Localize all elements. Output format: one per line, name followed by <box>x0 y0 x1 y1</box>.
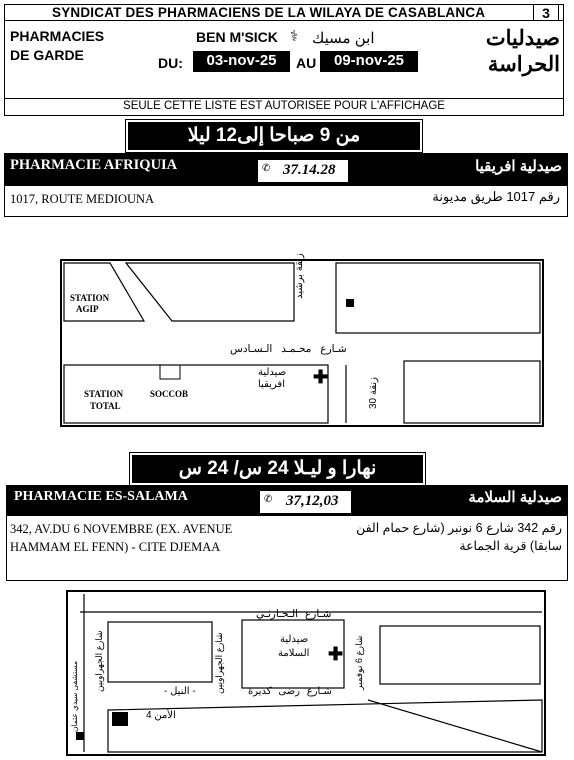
page-number: 3 <box>533 4 559 21</box>
amn4-label: الأمن 4 <box>146 710 176 721</box>
section2-pharmacy-name-ar: صيدلية السلامة <box>468 489 562 506</box>
section1-pharmacy-name-fr: PHARMACIE AFRIQUIA <box>10 157 178 173</box>
station-total-label-1: STATION <box>84 389 124 399</box>
hospital-label: مستشفى سيدي عثمان <box>70 660 79 732</box>
street-bourchid: زنقة برشيد <box>294 253 305 299</box>
title-underline <box>4 20 564 21</box>
left-title-line2: DE GARDE <box>10 47 84 63</box>
notice-text: SEULE CETTE LISTE EST AUTORISEE POUR L'AFFICHAGE <box>123 100 445 112</box>
from-date: 03-nov-25 <box>193 51 290 72</box>
section1-address-ar: رقم 1017 طريق مديونة <box>432 189 560 204</box>
street-6-nov: شارع 6 نوفمبر <box>354 635 364 690</box>
section2-address-ar-line1: رقم 342 شارع 6 نونبر (شارع حمام الفن <box>356 521 562 535</box>
station-total-label-2: TOTAL <box>90 401 121 411</box>
section2-map <box>66 590 546 756</box>
street-mohammed6: شـارع محـمـد الـسـادس <box>230 343 347 355</box>
syndicate-title: SYNDICAT DES PHARMACIENS DE LA WILAYA DE CASABLANCA <box>52 5 486 20</box>
street-rida: شـارع رضى كديرة <box>248 686 332 697</box>
section1-map <box>60 253 544 427</box>
to-label: AU <box>296 55 317 71</box>
station-agip-label-2: AGIP <box>76 304 99 314</box>
notice-divider <box>4 98 564 99</box>
soccob-label: SOCCOB <box>150 389 189 399</box>
street-harithi: شـارع الـحـارثـي <box>256 608 332 620</box>
section1-address-fr: 1017, ROUTE MEDIOUNA <box>10 192 155 206</box>
section2-hours-banner: نهارا و ليـلا 24 س/ 24 س <box>132 455 423 483</box>
pharmacy-cross-icon: ✚ <box>328 644 344 664</box>
section2-pharmacy-name-fr: PHARMACIE ES-SALAMA <box>14 489 188 504</box>
district-ar: ابن مسيك <box>312 30 375 47</box>
right-title-line2: الحراسة <box>487 53 560 76</box>
district-fr: BEN M'SICK <box>196 29 278 45</box>
caduceus-icon: ⚕ <box>290 28 299 45</box>
section2-map-pharmacy-label-2: السلامة <box>278 648 310 659</box>
from-label: DU: <box>158 55 183 71</box>
street-jahrawiyine-1: شارع الجهراويين <box>94 630 104 692</box>
section1-pharmacy-name-ar: صيدلية افريقيا <box>475 158 562 175</box>
section1-hours-banner: من 9 صباحا إلى12 ليلا <box>128 122 420 150</box>
section2-address-fr-line1: 342, AV.DU 6 NOVEMBRE (EX. AVENUE <box>10 522 233 536</box>
section2-address-fr-line2: HAMMAM EL FENN) - CITE DJEMAA <box>10 540 221 554</box>
station-agip-label-1: STATION <box>70 293 110 303</box>
section2-map-pharmacy-label-1: صيدلية <box>280 634 309 645</box>
section1-map-pharmacy-label-2: افريقيا <box>258 379 285 390</box>
pharmacy-cross-icon: ✚ <box>313 367 329 387</box>
phone-icon: ✆ <box>262 163 271 174</box>
section2-phone: 37,12,03 <box>286 493 339 509</box>
phone-icon: ✆ <box>264 494 273 505</box>
right-title-line1: صيدليات <box>485 27 560 50</box>
left-title-line1: PHARMACIES <box>10 28 105 44</box>
section2-address-ar-line2: سابقا) قرية الجماعة <box>459 539 562 553</box>
street-30: زنقة 30 <box>368 377 379 409</box>
to-date: 09-nov-25 <box>320 51 418 72</box>
section1-map-pharmacy-label-1: صيدلية <box>258 367 287 378</box>
street-jahrawiyine-2: شارع الجهراويين <box>214 632 224 694</box>
section1-phone: 37.14.28 <box>283 162 336 178</box>
street-nil: - النيل - <box>164 686 196 697</box>
